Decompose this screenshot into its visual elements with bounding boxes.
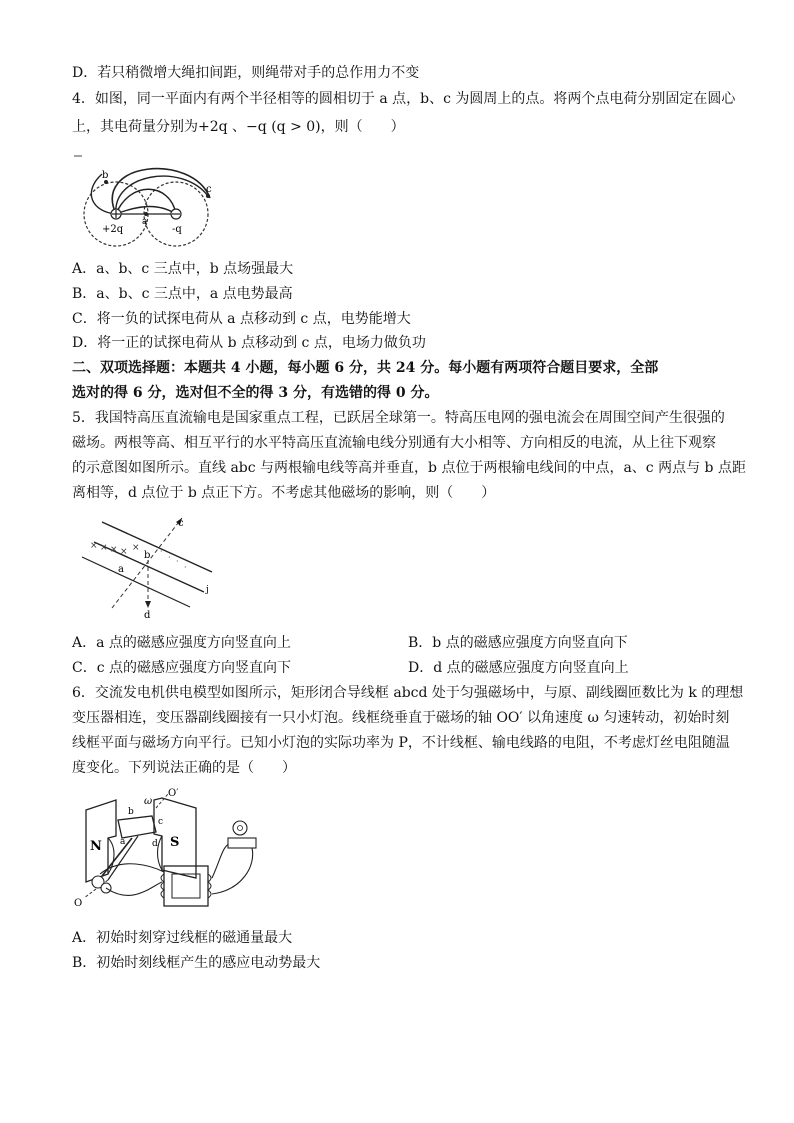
q5-figure-label-a: a bbox=[118, 564, 124, 575]
q6-stem-line-1: 6．交流发电机供电模型如图所示，矩形闭合导线框 abcd 处于匀强磁场中，与原、副线圈匝数比为 k 的理想 bbox=[72, 685, 744, 701]
q4-figure bbox=[72, 152, 222, 252]
q6-figure bbox=[72, 786, 262, 916]
q5-option-c: C．c 点的磁感应强度方向竖直向下 bbox=[72, 660, 292, 676]
q5-stem-line-1: 5．我国特高压直流输电是国家重点工程，已跃居全球第一。特高压电网的强电流会在周围空间产生很强的 bbox=[72, 410, 725, 426]
q5-option-d: D．d 点的磁感应强度方向竖直向上 bbox=[408, 660, 629, 676]
q5-stem-line-3: 的示意图如图所示。直线 abc 与两根输电线等高并垂直，b 点位于两根输电线间的中点，a、c 两点与 b 点距 bbox=[72, 460, 746, 476]
q6-stem-line-4: 度变化。下列说法正确的是（ ） bbox=[72, 760, 296, 776]
svg-text:·: · bbox=[184, 563, 187, 572]
q4-option-a: A．a、b、c 三点中，b 点场强最大 bbox=[72, 261, 294, 277]
q4-figure-label-c: c bbox=[206, 184, 212, 195]
prev-question-option-d: D．若只稍微增大绳扣间距，则绳带对手的总作用力不变 bbox=[72, 65, 420, 81]
q4-option-c: C．将一负的试探电荷从 a 点移动到 c 点，电势能增大 bbox=[72, 311, 411, 327]
q6-figure-label-d: d bbox=[152, 839, 158, 849]
q6-figure-label-o-bottom: O bbox=[74, 898, 83, 909]
q4-option-d: D．将一正的试探电荷从 b 点移动到 c 点，电场力做负功 bbox=[72, 335, 426, 351]
svg-text:×: × bbox=[90, 541, 98, 551]
q5-figure-label-j: j bbox=[206, 585, 209, 595]
section2-heading-line-2: 选对的得 6 分，选对但不全的得 3 分，有选错的得 0 分。 bbox=[72, 385, 439, 401]
svg-text:×: × bbox=[120, 547, 128, 557]
svg-text:·: · bbox=[168, 553, 171, 562]
q6-figure-label-n: N bbox=[90, 839, 102, 854]
svg-text:×: × bbox=[110, 545, 118, 555]
q5-stem-line-2: 磁场。两根等高、相互平行的水平特高压直流输电线分别通有大小相等、方向相反的电流，从上往下观察 bbox=[72, 435, 716, 451]
q4-option-b: B．a、b、c 三点中，a 点电势最高 bbox=[72, 286, 293, 302]
q6-figure-label-b: b bbox=[128, 807, 134, 817]
q5-figure-label-d: d bbox=[144, 610, 151, 621]
svg-text:×: × bbox=[100, 543, 108, 553]
q5-figure-label-c: c bbox=[178, 518, 184, 529]
q6-stem-line-2: 变压器相连，变压器副线圈接有一只小灯泡。线框绕垂直于磁场的轴 OO′ 以角速度 ω 匀速转动，初始时刻 bbox=[72, 710, 730, 726]
q6-figure-label-a: a bbox=[120, 837, 126, 847]
q6-figure-label-c: c bbox=[158, 817, 164, 827]
q5-option-b: B．b 点的磁感应强度方向竖直向下 bbox=[408, 635, 628, 651]
q6-figure-label-omega: ω bbox=[144, 796, 153, 807]
q6-figure-label-o-top: O′ bbox=[168, 788, 179, 799]
q4-figure-label-plus: +2q bbox=[102, 224, 124, 235]
q4-stem-line-2: 上，其电荷量分别为+2q 、−q (q > 0)，则（ ） bbox=[72, 119, 405, 135]
svg-text:×: × bbox=[132, 543, 140, 553]
q4-figure-label-a: a bbox=[142, 217, 148, 227]
q4-figure-label-minus: -q bbox=[172, 224, 182, 235]
svg-text:·: · bbox=[176, 557, 179, 566]
q5-figure-label-b: b bbox=[144, 550, 151, 561]
svg-text:·: · bbox=[160, 547, 163, 556]
q6-option-b: B．初始时刻线框产生的感应电动势最大 bbox=[72, 955, 321, 971]
q5-stem-line-4: 离相等，d 点位于 b 点正下方。不考虑其他磁场的影响，则（ ） bbox=[72, 485, 496, 501]
q6-option-a: A．初始时刻穿过线框的磁通量最大 bbox=[72, 930, 293, 946]
q5-figure bbox=[72, 512, 222, 622]
q5-option-a: A．a 点的磁感应强度方向竖直向上 bbox=[72, 635, 291, 651]
section2-heading-line-1: 二、双项选择题：本题共 4 小题，每小题 6 分，共 24 分。每小题有两项符合题目要求，全部 bbox=[72, 360, 659, 376]
q4-figure-label-b: b bbox=[102, 170, 109, 181]
q6-stem-line-3: 线框平面与磁场方向平行。已知小灯泡的实际功率为 P，不计线框、输电线路的电阻，不考虑灯丝电阻随温 bbox=[72, 735, 730, 751]
q6-figure-label-s: S bbox=[170, 835, 180, 850]
q4-stem-line-1: 4．如图，同一平面内有两个半径相等的圆相切于 a 点，b、c 为圆周上的点。将两个点电荷分别固定在圆心 bbox=[72, 91, 736, 107]
